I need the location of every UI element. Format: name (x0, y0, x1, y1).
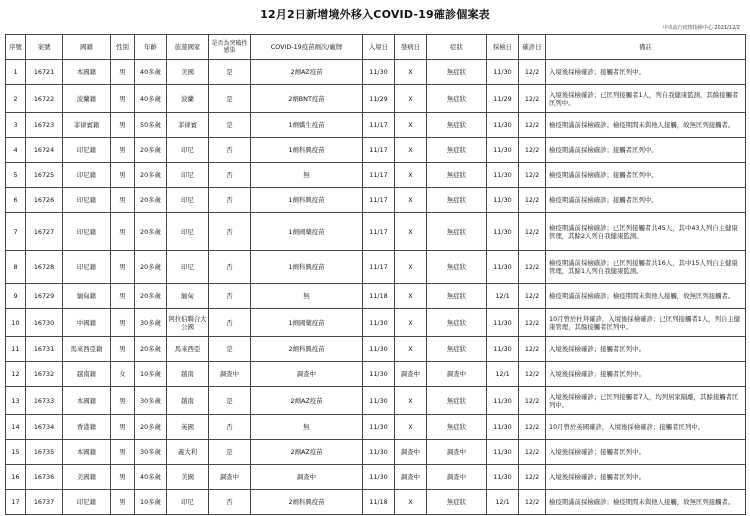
table-cell: 馬來西亞 (167, 337, 209, 362)
table-cell: 16735 (26, 440, 63, 465)
table-cell: 11/17 (363, 163, 395, 188)
table-cell: 10多歲 (135, 362, 167, 387)
table-cell: 50多歲 (135, 113, 167, 138)
table-cell: 波蘭 (167, 85, 209, 113)
table-cell: 香港籍 (63, 415, 111, 440)
table-cell: 12/1 (487, 284, 519, 309)
table-cell: 16734 (26, 415, 63, 440)
table-cell: 印尼籍 (63, 138, 111, 163)
table-cell: 12/1 (487, 490, 519, 515)
table-cell: 12/2 (519, 284, 546, 309)
table-row (6, 138, 746, 163)
table-cell: 16726 (26, 188, 63, 213)
table-cell: 11/17 (363, 138, 395, 163)
table-cell: 2劑科興疫苗 (251, 490, 363, 515)
table-cell: 11/30 (363, 60, 395, 85)
table-cell: 是 (209, 337, 251, 362)
table-cell: 30多歲 (135, 387, 167, 415)
table-cell: X (395, 188, 427, 213)
column-header: 國籍 (63, 35, 111, 60)
column-header: 症狀 (427, 35, 487, 60)
table-cell: 11/30 (487, 188, 519, 213)
table-row (6, 387, 746, 415)
table-cell: X (395, 309, 427, 337)
table-cell: 12/2 (519, 85, 546, 113)
table-cell: X (395, 113, 427, 138)
page-title: 12月2日新增境外移入COVID-19確診個案表 (260, 8, 490, 21)
table-cell: 11/18 (363, 490, 395, 515)
table-cell: 16728 (26, 251, 63, 284)
table-cell: 1 (6, 60, 26, 85)
table-cell: 11/30 (363, 337, 395, 362)
table-cell: 1劑科興疫苗 (251, 251, 363, 284)
table-cell: 無症狀 (427, 85, 487, 113)
table-row (6, 337, 746, 362)
column-header: 入境日 (363, 35, 395, 60)
table-cell: 男 (111, 213, 135, 251)
table-cell: 11/30 (363, 362, 395, 387)
table-cell: 11/17 (363, 251, 395, 284)
table-cell: 12/2 (519, 163, 546, 188)
table-cell: 1劑科興疫苗 (251, 138, 363, 163)
table-cell: 波蘭籍 (63, 85, 111, 113)
table-cell: 否 (209, 284, 251, 309)
note-cell: 10月曾於杜拜確診，入境後採檢確診；已匡列接觸者1人，列自主健康管理，其餘接觸者匡列中。 (546, 309, 746, 337)
table-cell: 12/2 (519, 309, 546, 337)
table-cell: 20多歲 (135, 213, 167, 251)
table-cell: 11/29 (487, 85, 519, 113)
case-table (5, 34, 746, 515)
table-cell: 無症狀 (427, 251, 487, 284)
table-cell: 12/2 (519, 113, 546, 138)
table-cell: 16721 (26, 60, 63, 85)
table-cell: 16722 (26, 85, 63, 113)
table-cell: X (395, 138, 427, 163)
table-cell: X (395, 163, 427, 188)
table-row (6, 163, 746, 188)
table-cell: 16736 (26, 465, 63, 490)
table-cell: 11/30 (363, 465, 395, 490)
table-cell: 16725 (26, 163, 63, 188)
table-cell: 1劑嬌生疫苗 (251, 113, 363, 138)
table-cell: 11 (6, 337, 26, 362)
table-cell: 英國 (167, 415, 209, 440)
table-cell: 11/30 (487, 113, 519, 138)
note-cell: 入境後採檢確診；接觸者匡列中。 (546, 465, 746, 490)
table-cell: 12 (6, 362, 26, 387)
table-cell: 12/2 (519, 465, 546, 490)
column-header: 備註 (546, 35, 746, 60)
table-cell: 3 (6, 113, 26, 138)
table-cell: 無症狀 (427, 188, 487, 213)
table-cell: X (395, 213, 427, 251)
table-cell: 男 (111, 85, 135, 113)
table-cell: 無症狀 (427, 309, 487, 337)
table-cell: 本國籍 (63, 60, 111, 85)
table-cell: 男 (111, 440, 135, 465)
table-cell: 美國 (167, 465, 209, 490)
table-cell: 男 (111, 309, 135, 337)
table-row (6, 465, 746, 490)
table-cell: 無症狀 (427, 387, 487, 415)
table-cell: 11/30 (363, 415, 395, 440)
table-cell: 是 (209, 387, 251, 415)
table-cell: 調查中 (427, 362, 487, 387)
table-cell: 男 (111, 188, 135, 213)
table-cell: 印尼 (167, 213, 209, 251)
table-cell: 11/30 (487, 60, 519, 85)
column-header: 案號 (26, 35, 63, 60)
column-header: 序號 (6, 35, 26, 60)
column-header: 發病日 (395, 35, 427, 60)
table-cell: 印尼籍 (63, 251, 111, 284)
table-cell: 越南 (167, 387, 209, 415)
table-cell: 11/30 (487, 163, 519, 188)
table-row (6, 490, 746, 515)
table-cell: 12/2 (519, 251, 546, 284)
note-cell: 檢疫期滿前採檢確診；檢疫期間未與他人接觸，故無匡列接觸者。 (546, 284, 746, 309)
note-cell: 入境後採檢確診；接觸者匡列中。 (546, 440, 746, 465)
table-cell: 2劑AZ疫苗 (251, 440, 363, 465)
table-cell: 12/2 (519, 490, 546, 515)
table-cell: 否 (209, 138, 251, 163)
table-cell: 11/30 (487, 138, 519, 163)
table-cell: X (395, 337, 427, 362)
note-cell: 入境後採檢確診；接觸者匡列中。 (546, 337, 746, 362)
table-cell: 2劑AZ疫苗 (251, 387, 363, 415)
table-cell: 20多歲 (135, 337, 167, 362)
table-row (6, 113, 746, 138)
table-cell: X (395, 387, 427, 415)
table-cell: 無 (251, 415, 363, 440)
table-row (6, 309, 746, 337)
table-cell: 12/2 (519, 138, 546, 163)
table-cell: 1劑國藥疫苗 (251, 309, 363, 337)
table-cell: 10 (6, 309, 26, 337)
table-cell: 無症狀 (427, 213, 487, 251)
table-cell: 11/30 (487, 387, 519, 415)
table-row (6, 60, 746, 85)
table-cell: 12/2 (519, 440, 546, 465)
table-cell: 印尼 (167, 188, 209, 213)
table-cell: 5 (6, 163, 26, 188)
note-cell: 10月曾於英國確診，入境後採檢確診；接觸者匡列中。 (546, 415, 746, 440)
table-cell: 20多歲 (135, 415, 167, 440)
note-cell: 入境後採檢確診；已匡列接觸者1人，列自我健康監測，其餘接觸者匡列中。 (546, 85, 746, 113)
table-cell: 緬甸籍 (63, 284, 111, 309)
table-cell: 16731 (26, 337, 63, 362)
table-cell: 男 (111, 465, 135, 490)
note-cell: 檢疫期滿前採檢確診；接觸者匡列中。 (546, 163, 746, 188)
table-cell: 2劑AZ疫苗 (251, 60, 363, 85)
table-cell: 女 (111, 362, 135, 387)
note-cell: 檢疫期滿前採檢確診；接觸者匡列中。 (546, 188, 746, 213)
table-cell: 16733 (26, 387, 63, 415)
table-cell: 1劑國藥疫苗 (251, 213, 363, 251)
table-cell: 無 (251, 163, 363, 188)
table-cell: 否 (209, 251, 251, 284)
table-cell: 是 (209, 60, 251, 85)
table-cell: 2劑科興疫苗 (251, 337, 363, 362)
table-cell: 無症狀 (427, 490, 487, 515)
table-cell: 印尼 (167, 490, 209, 515)
table-cell: 男 (111, 113, 135, 138)
table-cell: 無症狀 (427, 163, 487, 188)
table-row (6, 85, 746, 113)
table-cell: 20多歲 (135, 284, 167, 309)
table-cell: 11/30 (487, 309, 519, 337)
table-cell: 本國籍 (63, 440, 111, 465)
note-cell: 檢疫期滿前採檢確診；檢疫期間未與他人接觸，故無匡列接觸者。 (546, 113, 746, 138)
table-cell: 調查中 (209, 465, 251, 490)
table-cell: 12/2 (519, 415, 546, 440)
table-cell: 16 (6, 465, 26, 490)
table-cell: 20多歲 (135, 251, 167, 284)
table-cell: 9 (6, 284, 26, 309)
table-cell: 20多歲 (135, 138, 167, 163)
table-cell: 否 (209, 415, 251, 440)
table-cell: 30多歲 (135, 309, 167, 337)
table-cell: 11/30 (363, 309, 395, 337)
table-cell: 11/30 (487, 337, 519, 362)
table-cell: 6 (6, 188, 26, 213)
column-header: 性別 (111, 35, 135, 60)
table-cell: 印尼籍 (63, 490, 111, 515)
table-cell: 11/30 (487, 440, 519, 465)
table-row (6, 415, 746, 440)
table-cell: 12/2 (519, 213, 546, 251)
table-cell: 調查中 (427, 440, 487, 465)
table-row (6, 213, 746, 251)
note-cell: 檢疫期滿前採檢確診；已匡列接觸者共16人，其中15人列自主健康管理，其餘1人列自我健康監測。 (546, 251, 746, 284)
table-row (6, 251, 746, 284)
table-cell: 男 (111, 387, 135, 415)
table-cell: 調查中 (427, 465, 487, 490)
table-cell: 印尼籍 (63, 188, 111, 213)
table-cell: 否 (209, 213, 251, 251)
table-cell: 40多歲 (135, 60, 167, 85)
table-cell: 調查中 (209, 362, 251, 387)
table-cell: 8 (6, 251, 26, 284)
table-cell: 20多歲 (135, 188, 167, 213)
table-row (6, 284, 746, 309)
column-header: 確診日 (519, 35, 546, 60)
table-cell: 16723 (26, 113, 63, 138)
column-header: 年齡 (135, 35, 167, 60)
table-cell: 男 (111, 138, 135, 163)
table-cell: X (395, 85, 427, 113)
source-note: 中央流行疫情指揮中心 2021/12/2 (662, 25, 740, 31)
table-cell: 16737 (26, 490, 63, 515)
table-cell: 緬甸 (167, 284, 209, 309)
table-cell: 12/1 (487, 362, 519, 387)
table-cell: 16729 (26, 284, 63, 309)
table-cell: 40多歲 (135, 85, 167, 113)
table-cell: 11/30 (487, 251, 519, 284)
table-cell: 16727 (26, 213, 63, 251)
note-cell: 入境後採檢確診；已匡列接觸者7人，均列居家隔離，其餘接觸者匡列中。 (546, 387, 746, 415)
table-cell: 17 (6, 490, 26, 515)
table-cell: 印尼籍 (63, 163, 111, 188)
table-cell: 否 (209, 309, 251, 337)
table-cell: 否 (209, 188, 251, 213)
table-cell: 印尼 (167, 163, 209, 188)
table-cell: 11/30 (487, 213, 519, 251)
table-cell: 10多歲 (135, 490, 167, 515)
table-cell: 11/30 (363, 387, 395, 415)
table-cell: 男 (111, 490, 135, 515)
column-header: 採檢日 (487, 35, 519, 60)
table-cell: 11/30 (487, 415, 519, 440)
table-cell: 11/29 (363, 85, 395, 113)
table-cell: 印尼 (167, 251, 209, 284)
table-cell: 菲律賓 (167, 113, 209, 138)
table-cell: 菲律賓籍 (63, 113, 111, 138)
table-cell: 14 (6, 415, 26, 440)
table-cell: X (395, 415, 427, 440)
table-cell: 2劑BNT疫苗 (251, 85, 363, 113)
note-cell: 入境後採檢確診；接觸者匡列中。 (546, 362, 746, 387)
table-cell: 11/17 (363, 113, 395, 138)
table-cell: 越南 (167, 362, 209, 387)
table-cell: 印尼籍 (63, 213, 111, 251)
table-cell: 男 (111, 251, 135, 284)
note-cell: 檢疫期滿前採檢確診；已匡列接觸者共45人，其中43人列自主健康管理，其餘2人列自我健康監測。 (546, 213, 746, 251)
table-cell: 男 (111, 163, 135, 188)
table-cell: 12/2 (519, 337, 546, 362)
table-cell: 11/17 (363, 213, 395, 251)
column-header: 旅遊國家 (167, 35, 209, 60)
table-cell: 印尼 (167, 138, 209, 163)
table-cell: 義大利 (167, 440, 209, 465)
table-cell: 男 (111, 415, 135, 440)
table-cell: 11/30 (363, 440, 395, 465)
table-cell: 否 (209, 490, 251, 515)
table-cell: 否 (209, 163, 251, 188)
table-cell: X (395, 284, 427, 309)
table-cell: 男 (111, 284, 135, 309)
table-row (6, 188, 746, 213)
table-cell: 本國籍 (63, 387, 111, 415)
table-cell: 11/18 (363, 284, 395, 309)
table-cell: 20多歲 (135, 163, 167, 188)
table-cell: 是 (209, 440, 251, 465)
table-cell: X (395, 60, 427, 85)
table-cell: 美國籍 (63, 465, 111, 490)
table-cell: 無症狀 (427, 337, 487, 362)
table-cell: 12/2 (519, 60, 546, 85)
table-cell: 無症狀 (427, 138, 487, 163)
table-cell: 7 (6, 213, 26, 251)
table-cell: 馬來西亞籍 (63, 337, 111, 362)
table-body (6, 60, 746, 515)
table-row (6, 440, 746, 465)
table-cell: 是 (209, 85, 251, 113)
table-cell: 阿拉伯聯合大公國 (167, 309, 209, 337)
table-cell: 16724 (26, 138, 63, 163)
table-cell: X (395, 251, 427, 284)
table-cell: 男 (111, 60, 135, 85)
table-cell: 調查中 (395, 440, 427, 465)
table-cell: 12/2 (519, 188, 546, 213)
table-header-row (6, 35, 746, 60)
table-cell: 是 (209, 113, 251, 138)
table-cell: X (395, 490, 427, 515)
table-cell: 2 (6, 85, 26, 113)
table-cell: 無症狀 (427, 415, 487, 440)
table-cell: 調查中 (395, 362, 427, 387)
table-cell: 無症狀 (427, 60, 487, 85)
table-cell: 調查中 (395, 465, 427, 490)
column-header: COVID-19疫苗劑次/廠牌 (251, 35, 363, 60)
table-cell: 15 (6, 440, 26, 465)
table-cell: 男 (111, 337, 135, 362)
table-cell: 無症狀 (427, 113, 487, 138)
table-cell: 越南籍 (63, 362, 111, 387)
table-cell: 調查中 (251, 362, 363, 387)
note-cell: 入境後採檢確診；接觸者匡列中。 (546, 60, 746, 85)
table-cell: 調查中 (251, 465, 363, 490)
table-cell: 12/2 (519, 362, 546, 387)
note-cell: 檢疫期滿前採檢確診；檢疫期間未與他人接觸，故無匡列接觸者。 (546, 490, 746, 515)
table-cell: 13 (6, 387, 26, 415)
table-row (6, 362, 746, 387)
table-cell: 無 (251, 284, 363, 309)
table-cell: 美國 (167, 60, 209, 85)
table-cell: 30多歲 (135, 440, 167, 465)
note-cell: 檢疫期滿前採檢確診；接觸者匡列中。 (546, 138, 746, 163)
table-cell: 11/30 (487, 465, 519, 490)
table-cell: 無症狀 (427, 284, 487, 309)
table-cell: 16732 (26, 362, 63, 387)
table-cell: 1劑科興疫苗 (251, 188, 363, 213)
table-cell: 11/17 (363, 188, 395, 213)
column-header: 是否為突破性感染 (209, 35, 251, 60)
table-cell: 4 (6, 138, 26, 163)
table-cell: 中國籍 (63, 309, 111, 337)
table-cell: 12/2 (519, 387, 546, 415)
table-cell: 40多歲 (135, 465, 167, 490)
table-cell: 16730 (26, 309, 63, 337)
